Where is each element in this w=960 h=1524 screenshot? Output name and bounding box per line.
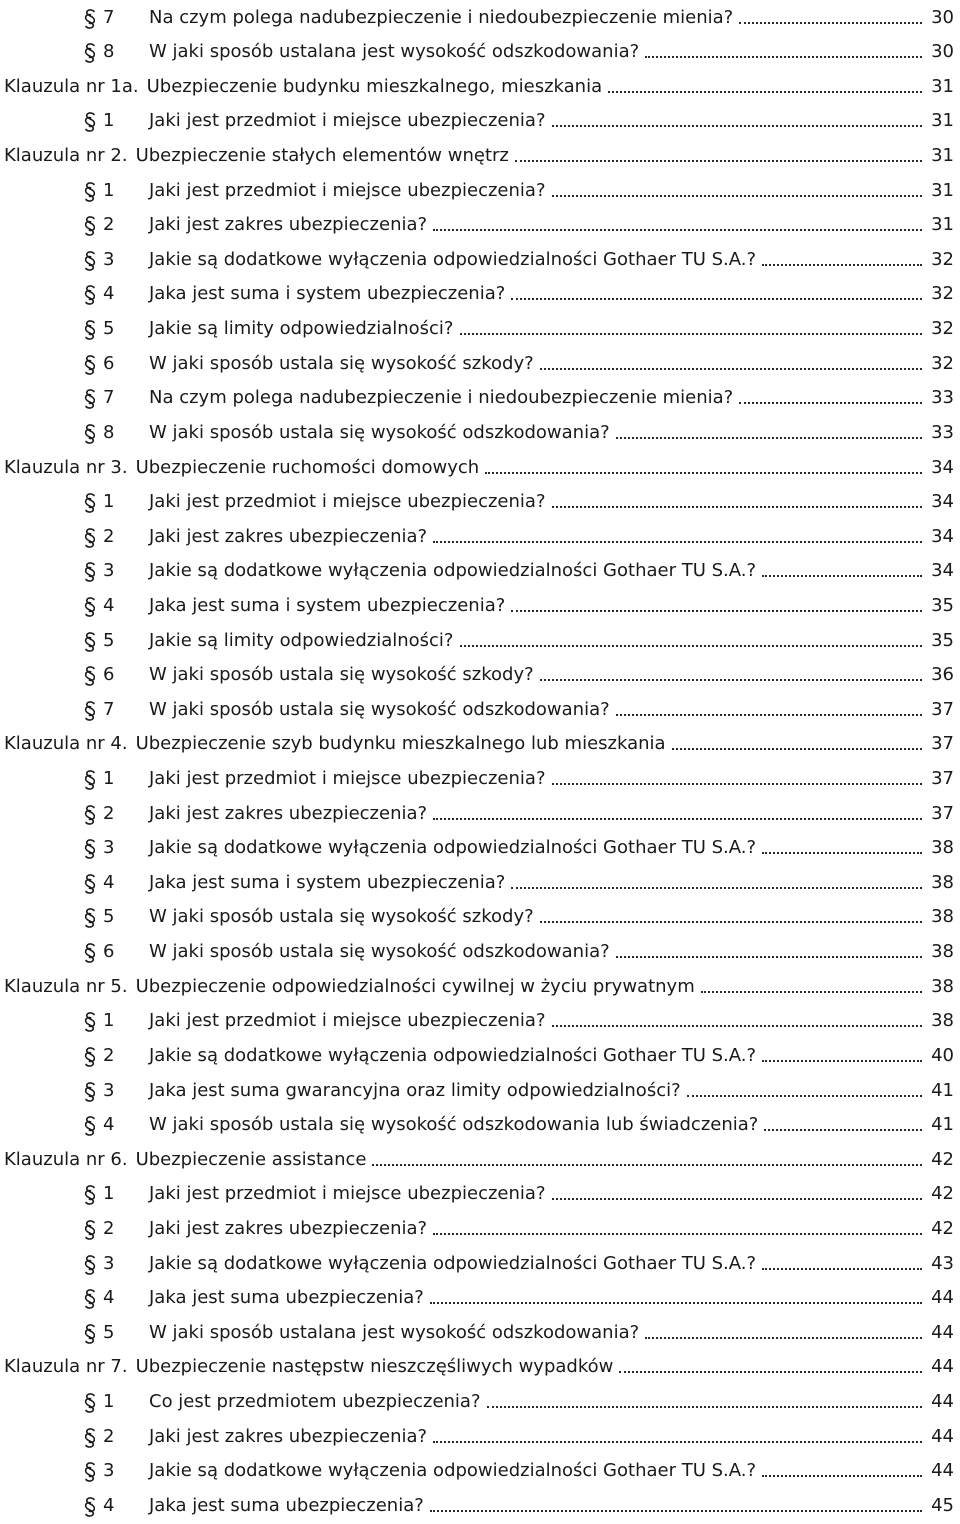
toc-entry-label: Jaki jest zakres ubezpieczenia? <box>149 1425 428 1447</box>
section-sign-icon <box>83 631 97 653</box>
toc-entry-number: 4 <box>103 871 115 893</box>
dot-leader <box>762 1268 922 1270</box>
toc-entry-label: W jaki sposób ustala się wysokość odszkodowania? <box>149 421 610 443</box>
toc-entry-number: 5 <box>103 1321 115 1343</box>
toc-entry-number: 1 <box>103 1390 115 1412</box>
toc-entry-number: 7 <box>103 698 115 720</box>
dot-leader <box>739 402 922 404</box>
toc-page-number: 32 <box>931 283 954 305</box>
toc-page-number: 37 <box>931 802 954 824</box>
section-sign-icon <box>83 1288 97 1310</box>
toc-page-number: 37 <box>931 733 954 755</box>
toc-entry-number: 1 <box>103 110 115 132</box>
toc-page-number: 44 <box>931 1425 954 1447</box>
toc-page-number: 33 <box>931 421 954 443</box>
dot-leader <box>511 887 922 889</box>
section-sign-icon <box>83 700 97 722</box>
dot-leader <box>460 333 923 335</box>
dot-leader <box>433 229 922 231</box>
toc-entry-label: Jakie są dodatkowe wyłączenia odpowiedzialności Gothaer TU S.A.? <box>149 560 757 582</box>
toc-entry-label: W jaki sposób ustalana jest wysokość odszkodowania? <box>149 1321 640 1343</box>
toc-entry-label: Jaka jest suma gwarancyjna oraz limity odpowiedzialności? <box>149 1079 681 1101</box>
section-sign-icon <box>83 492 97 514</box>
toc-entry-number: 3 <box>103 1252 115 1274</box>
toc-entry-label: Jakie są dodatkowe wyłączenia odpowiedzialności Gothaer TU S.A.? <box>149 1460 757 1482</box>
toc-entry-number: 3 <box>103 1079 115 1101</box>
dot-leader <box>511 298 922 300</box>
toc-entry[interactable] <box>0 381 960 416</box>
toc-clause-heading[interactable] <box>0 69 960 104</box>
toc-entry[interactable] <box>0 934 960 969</box>
toc-entry-number: 4 <box>103 283 115 305</box>
dot-leader <box>433 1441 922 1443</box>
toc-clause-prefix: Klauzula nr 5. <box>4 975 128 997</box>
section-sign-icon <box>83 8 97 30</box>
toc-entry[interactable] <box>0 1004 960 1039</box>
section-sign-icon <box>83 388 97 410</box>
section-sign-icon <box>83 1081 97 1103</box>
toc-page-number: 45 <box>931 1494 954 1516</box>
dot-leader <box>540 368 922 370</box>
dot-leader <box>552 1198 923 1200</box>
section-sign-icon <box>83 319 97 341</box>
section-sign-icon <box>83 1254 97 1276</box>
toc-page-number: 44 <box>931 1460 954 1482</box>
toc-page-number: 38 <box>931 906 954 928</box>
dot-leader <box>619 1371 922 1373</box>
toc-entry-label: Jaki jest przedmiot i miejsce ubezpieczenia? <box>149 1183 546 1205</box>
section-sign-icon <box>83 804 97 826</box>
dot-leader <box>645 1337 922 1339</box>
toc-entry-label: W jaki sposób ustala się wysokość odszkodowania? <box>149 698 610 720</box>
section-sign-icon <box>83 1115 97 1137</box>
toc-entry[interactable] <box>0 761 960 796</box>
dot-leader <box>552 1025 923 1027</box>
toc-page-number: 38 <box>931 1010 954 1032</box>
toc-page-number: 33 <box>931 387 954 409</box>
toc-entry-label: Co jest przedmiotem ubezpieczenia? <box>149 1390 481 1412</box>
toc-entry-label: W jaki sposób ustala się wysokość odszkodowania lub świadczenia? <box>149 1114 759 1136</box>
toc-entry-number: 5 <box>103 906 115 928</box>
toc-entry[interactable] <box>0 1038 960 1073</box>
toc-entry-label: Na czym polega nadubezpieczenie i niedoubezpieczenie mienia? <box>149 387 734 409</box>
toc-entry-label: Na czym polega nadubezpieczenie i niedoubezpieczenie mienia? <box>149 6 734 28</box>
dot-leader <box>433 1233 922 1235</box>
toc-entry[interactable] <box>0 208 960 243</box>
toc-entry-number: 4 <box>103 1287 115 1309</box>
dot-leader <box>540 921 922 923</box>
toc-entry-label: Jaki jest zakres ubezpieczenia? <box>149 214 428 236</box>
toc-clause-prefix: Klauzula nr 7. <box>4 1356 128 1378</box>
toc-entry-label: Jaki jest zakres ubezpieczenia? <box>149 1217 428 1239</box>
toc-entry-number: 4 <box>103 1494 115 1516</box>
toc-entry-label: Ubezpieczenie ruchomości domowych <box>135 456 480 478</box>
toc-entry-label: Ubezpieczenie assistance <box>135 1148 367 1170</box>
section-sign-icon <box>83 284 97 306</box>
section-sign-icon <box>83 181 97 203</box>
toc-page-number: 44 <box>931 1321 954 1343</box>
toc-entry[interactable] <box>0 519 960 554</box>
toc-entry-label: Jaka jest suma ubezpieczenia? <box>149 1494 424 1516</box>
toc-page-number: 40 <box>931 1044 954 1066</box>
toc-page-number: 31 <box>931 110 954 132</box>
toc-clause-heading[interactable] <box>0 1142 960 1177</box>
toc-entry[interactable] <box>0 623 960 658</box>
toc-page-number: 44 <box>931 1356 954 1378</box>
toc-page-number: 38 <box>931 941 954 963</box>
toc-entry[interactable] <box>0 796 960 831</box>
toc-entry[interactable] <box>0 415 960 450</box>
toc-page-number: 32 <box>931 352 954 374</box>
toc-entry-label: Jakie są dodatkowe wyłączenia odpowiedzialności Gothaer TU S.A.? <box>149 248 757 270</box>
toc-entry-label: Ubezpieczenie następstw nieszczęśliwych wypadków <box>135 1356 614 1378</box>
toc-entry-label: Jaki jest przedmiot i miejsce ubezpieczenia? <box>149 491 546 513</box>
toc-page-number: 31 <box>931 214 954 236</box>
section-sign-icon <box>83 665 97 687</box>
toc-entry[interactable] <box>0 1315 960 1350</box>
dot-leader <box>540 679 922 681</box>
toc-page-number: 32 <box>931 248 954 270</box>
section-sign-icon <box>83 111 97 133</box>
dot-leader <box>515 160 922 162</box>
toc-entry-label: Ubezpieczenie odpowiedzialności cywilnej w życiu prywatnym <box>135 975 695 997</box>
toc-entry-number: 5 <box>103 629 115 651</box>
dot-leader <box>552 506 923 508</box>
section-sign-icon <box>83 1219 97 1241</box>
toc-entry[interactable] <box>0 1419 960 1454</box>
toc-page-number: 34 <box>931 491 954 513</box>
toc-clause-heading[interactable] <box>0 969 960 1004</box>
toc-entry[interactable] <box>0 277 960 312</box>
dot-leader <box>701 991 922 993</box>
toc-page-number: 44 <box>931 1390 954 1412</box>
section-sign-icon <box>83 561 97 583</box>
toc-entry[interactable] <box>0 346 960 381</box>
section-sign-icon <box>83 1011 97 1033</box>
toc-entry-number: 8 <box>103 41 115 63</box>
toc-entry[interactable] <box>0 1281 960 1316</box>
toc-entry[interactable] <box>0 1211 960 1246</box>
toc-entry[interactable] <box>0 1108 960 1143</box>
dot-leader <box>764 1129 922 1131</box>
section-sign-icon <box>83 1046 97 1068</box>
toc-entry-label: Jakie są dodatkowe wyłączenia odpowiedzialności Gothaer TU S.A.? <box>149 1252 757 1274</box>
section-sign-icon <box>83 1427 97 1449</box>
toc-page-number: 35 <box>931 594 954 616</box>
toc-page-number: 31 <box>931 145 954 167</box>
toc-entry[interactable] <box>0 1454 960 1489</box>
toc-entry[interactable] <box>0 104 960 139</box>
toc-clause-heading[interactable] <box>0 727 960 762</box>
toc-clause-prefix: Klauzula nr 2. <box>4 145 128 167</box>
dot-leader <box>687 1095 922 1097</box>
toc-page-number: 42 <box>931 1183 954 1205</box>
toc-entry-label: Jaki jest przedmiot i miejsce ubezpieczenia? <box>149 768 546 790</box>
toc-entry[interactable] <box>0 35 960 70</box>
toc-entry[interactable] <box>0 658 960 693</box>
toc-page-number: 36 <box>931 664 954 686</box>
toc-entry-number: 3 <box>103 1460 115 1482</box>
toc-entry-number: 3 <box>103 560 115 582</box>
toc-page-number: 37 <box>931 768 954 790</box>
toc-entry[interactable] <box>0 900 960 935</box>
toc-clause-prefix: Klauzula nr 3. <box>4 456 128 478</box>
toc-entry-label: Jaka jest suma i system ubezpieczenia? <box>149 594 506 616</box>
dot-leader <box>762 852 922 854</box>
dot-leader <box>511 610 922 612</box>
dot-leader <box>433 541 922 543</box>
toc-entry[interactable] <box>0 173 960 208</box>
toc-entry-label: Jakie są limity odpowiedzialności? <box>149 629 454 651</box>
toc-entry[interactable] <box>0 831 960 866</box>
toc-entry-label: Jakie są dodatkowe wyłączenia odpowiedzialności Gothaer TU S.A.? <box>149 837 757 859</box>
section-sign-icon <box>83 769 97 791</box>
dot-leader <box>762 264 922 266</box>
toc-entry[interactable] <box>0 1246 960 1281</box>
toc-entry[interactable] <box>0 1384 960 1419</box>
dot-leader <box>430 1302 922 1304</box>
toc-entry[interactable] <box>0 485 960 520</box>
toc-entry-number: 4 <box>103 1114 115 1136</box>
dot-leader <box>616 714 922 716</box>
section-sign-icon <box>83 907 97 929</box>
toc-entry[interactable] <box>0 692 960 727</box>
toc-entry-number: 6 <box>103 941 115 963</box>
section-sign-icon <box>83 250 97 272</box>
toc-entry[interactable] <box>0 554 960 589</box>
toc-page-number: 44 <box>931 1287 954 1309</box>
toc-entry-label: W jaki sposób ustala się wysokość odszkodowania? <box>149 941 610 963</box>
section-sign-icon <box>83 1461 97 1483</box>
toc-entry-number: 7 <box>103 387 115 409</box>
toc-page-number: 31 <box>931 179 954 201</box>
dot-leader <box>762 1475 922 1477</box>
toc-entry-number: 1 <box>103 1010 115 1032</box>
toc-entry-label: Jaki jest zakres ubezpieczenia? <box>149 525 428 547</box>
dot-leader <box>433 818 922 820</box>
toc-page-number: 38 <box>931 871 954 893</box>
dot-leader <box>485 472 922 474</box>
dot-leader <box>616 437 922 439</box>
toc-page-number: 42 <box>931 1217 954 1239</box>
toc-page-number: 34 <box>931 525 954 547</box>
toc-page-number: 43 <box>931 1252 954 1274</box>
section-sign-icon <box>83 1392 97 1414</box>
toc-entry-number: 2 <box>103 1425 115 1447</box>
toc-entry-number: 2 <box>103 1217 115 1239</box>
toc-entry-label: Jaka jest suma i system ubezpieczenia? <box>149 283 506 305</box>
toc-entry-label: Jakie są dodatkowe wyłączenia odpowiedzialności Gothaer TU S.A.? <box>149 1044 757 1066</box>
toc-clause-heading[interactable] <box>0 450 960 485</box>
toc-entry-label: Jakie są limity odpowiedzialności? <box>149 318 454 340</box>
toc-page-number: 38 <box>931 975 954 997</box>
dot-leader <box>372 1164 922 1166</box>
dot-leader <box>762 575 922 577</box>
section-sign-icon <box>83 354 97 376</box>
toc-entry-label: Jaka jest suma ubezpieczenia? <box>149 1287 424 1309</box>
section-sign-icon <box>83 942 97 964</box>
toc-page-number: 30 <box>931 6 954 28</box>
toc-entry-label: W jaki sposób ustala się wysokość szkody? <box>149 664 534 686</box>
toc-entry[interactable] <box>0 1073 960 1108</box>
toc-page-number: 31 <box>931 75 954 97</box>
section-sign-icon <box>83 873 97 895</box>
toc-page-number: 34 <box>931 560 954 582</box>
toc-page-number: 38 <box>931 837 954 859</box>
toc-entry-label: Jaki jest przedmiot i miejsce ubezpieczenia? <box>149 1010 546 1032</box>
toc-page-number: 34 <box>931 456 954 478</box>
toc-entry[interactable] <box>0 1488 960 1523</box>
section-sign-icon <box>83 42 97 64</box>
toc-entry[interactable] <box>0 242 960 277</box>
toc-entry-label: Ubezpieczenie budynku mieszkalnego, mieszkania <box>146 75 603 97</box>
toc-page-number: 32 <box>931 318 954 340</box>
toc-entry-number: 4 <box>103 594 115 616</box>
dot-leader <box>645 56 922 58</box>
toc-entry-label: Ubezpieczenie stałych elementów wnętrz <box>135 145 509 167</box>
toc-entry-label: W jaki sposób ustalana jest wysokość odszkodowania? <box>149 41 640 63</box>
dot-leader <box>762 1060 922 1062</box>
toc-clause-prefix: Klauzula nr 4. <box>4 733 128 755</box>
toc-entry-label: Jaka jest suma i system ubezpieczenia? <box>149 871 506 893</box>
toc-entry-number: 1 <box>103 1183 115 1205</box>
toc-entry[interactable] <box>0 865 960 900</box>
dot-leader <box>487 1406 922 1408</box>
toc-clause-prefix: Klauzula nr 1a. <box>4 75 139 97</box>
toc-entry-number: 5 <box>103 318 115 340</box>
toc-entry[interactable] <box>0 311 960 346</box>
toc-entry-number: 7 <box>103 6 115 28</box>
toc-entry-label: Jaki jest przedmiot i miejsce ubezpieczenia? <box>149 179 546 201</box>
toc-entry-number: 2 <box>103 1044 115 1066</box>
toc-page-number: 35 <box>931 629 954 651</box>
toc-entry-number: 6 <box>103 352 115 374</box>
dot-leader <box>739 22 922 24</box>
dot-leader <box>552 195 923 197</box>
toc-entry-label: W jaki sposób ustala się wysokość szkody? <box>149 352 534 374</box>
toc-entry-number: 1 <box>103 179 115 201</box>
section-sign-icon <box>83 1323 97 1345</box>
dot-leader <box>460 645 923 647</box>
toc-clause-prefix: Klauzula nr 6. <box>4 1148 128 1170</box>
toc-entry-number: 2 <box>103 802 115 824</box>
dot-leader <box>608 91 922 93</box>
toc-clause-heading[interactable] <box>0 138 960 173</box>
toc-entry-number: 1 <box>103 768 115 790</box>
toc-entry-number: 3 <box>103 248 115 270</box>
toc-page-number: 37 <box>931 698 954 720</box>
toc-entry[interactable] <box>0 588 960 623</box>
toc-entry[interactable] <box>0 0 960 35</box>
dot-leader <box>672 748 922 750</box>
dot-leader <box>552 125 923 127</box>
toc-entry-number: 8 <box>103 421 115 443</box>
toc-entry-number: 2 <box>103 525 115 547</box>
toc-entry-label: W jaki sposób ustala się wysokość szkody? <box>149 906 534 928</box>
toc-entry-label: Ubezpieczenie szyb budynku mieszkalnego lub mieszkania <box>135 733 666 755</box>
toc-entry-number: 1 <box>103 491 115 513</box>
toc-page-number: 41 <box>931 1079 954 1101</box>
toc-page-number: 42 <box>931 1148 954 1170</box>
section-sign-icon <box>83 527 97 549</box>
toc-entry[interactable] <box>0 1177 960 1212</box>
dot-leader <box>552 783 923 785</box>
toc-entry-label: Jaki jest zakres ubezpieczenia? <box>149 802 428 824</box>
section-sign-icon <box>83 423 97 445</box>
toc-page-number: 41 <box>931 1114 954 1136</box>
section-sign-icon <box>83 1496 97 1518</box>
toc-clause-heading[interactable] <box>0 1350 960 1385</box>
section-sign-icon <box>83 596 97 618</box>
section-sign-icon <box>83 1184 97 1206</box>
dot-leader <box>616 956 922 958</box>
section-sign-icon <box>83 838 97 860</box>
toc-entry-number: 3 <box>103 837 115 859</box>
section-sign-icon <box>83 215 97 237</box>
toc-entry-number: 2 <box>103 214 115 236</box>
toc-entry-number: 6 <box>103 664 115 686</box>
toc-entry-label: Jaki jest przedmiot i miejsce ubezpieczenia? <box>149 110 546 132</box>
toc-page-number: 30 <box>931 41 954 63</box>
